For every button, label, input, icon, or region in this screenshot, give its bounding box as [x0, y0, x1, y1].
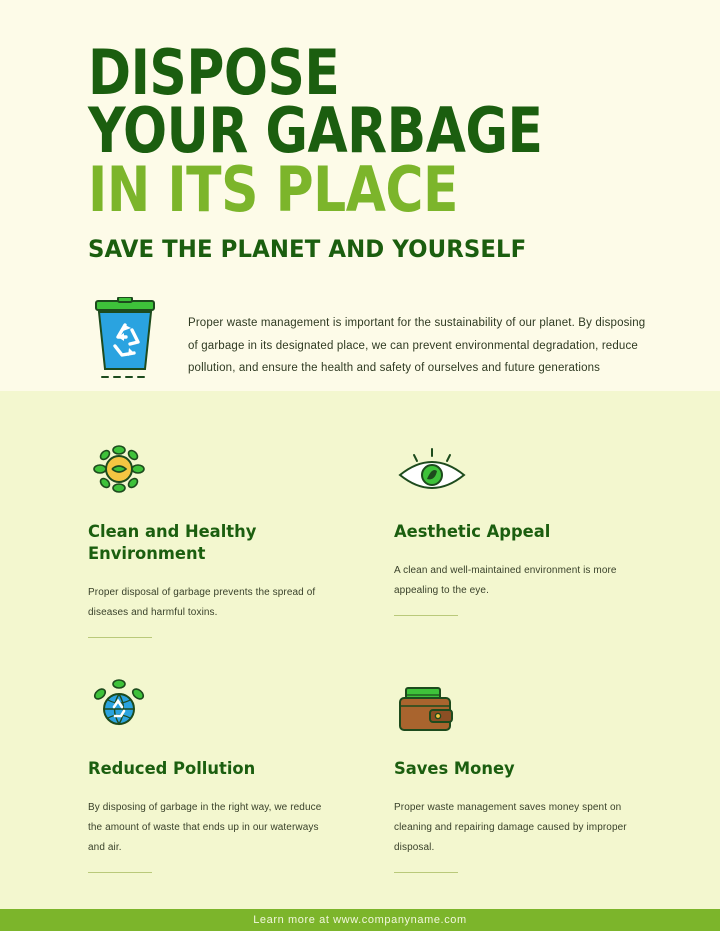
- benefit-card-reduced-pollution: [88, 672, 358, 899]
- recycling-bin-icon: [88, 297, 166, 385]
- headline-line-1: DISPOSE: [88, 36, 340, 109]
- wallet-money-icon: [394, 672, 634, 738]
- benefit-title: Saves Money: [394, 759, 515, 780]
- benefit-body: A clean and well-maintained environment is more appealing to the eye.: [394, 565, 617, 597]
- subheadline: SAVE THE PLANET AND YOURSELF: [88, 234, 527, 263]
- intro-row: [88, 297, 648, 391]
- benefit-card-clean-and-healthy-environment: [88, 433, 358, 664]
- benefit-card-saves-money: [394, 672, 664, 899]
- benefit-title: Clean and Healthy Environment: [88, 522, 257, 565]
- page-title: [88, 36, 664, 226]
- benefit-title: Aesthetic Appeal: [394, 522, 551, 543]
- divider: [88, 872, 152, 873]
- divider: [88, 637, 152, 638]
- benefits-section: [0, 391, 720, 909]
- benefit-title: Reduced Pollution: [88, 759, 256, 780]
- eye-leaf-icon: [394, 433, 634, 499]
- headline-line-2: YOUR GARBAGE: [88, 94, 543, 168]
- footer-bar: [0, 909, 720, 931]
- benefit-body: Proper disposal of garbage prevents the spread of diseases and harmful toxins.: [88, 587, 316, 619]
- footer-text: Learn more at www.companyname.com: [253, 914, 467, 927]
- benefit-body: By disposing of garbage in the right way, we reduce the amount of waste that ends up in our waterways and air.: [88, 802, 322, 854]
- hero-section: [0, 0, 720, 391]
- benefit-body: Proper waste management saves money spent on cleaning and repairing damage caused by improper disposal.: [394, 802, 627, 854]
- globe-recycle-icon: [88, 672, 328, 738]
- benefits-grid: [88, 433, 664, 899]
- divider: [394, 872, 458, 873]
- intro-paragraph: Proper waste management is important for the sustainability of our planet. By disposing of garbage in its designated place, we can prevent environmental degradation, reduce pollution, and ensure the health and safety of ourselves and future generations: [188, 317, 646, 375]
- headline-line-3: IN ITS PLACE: [88, 152, 458, 226]
- globe-leaves-icon: [88, 433, 328, 499]
- divider: [394, 615, 458, 616]
- benefit-card-aesthetic-appeal: [394, 433, 664, 664]
